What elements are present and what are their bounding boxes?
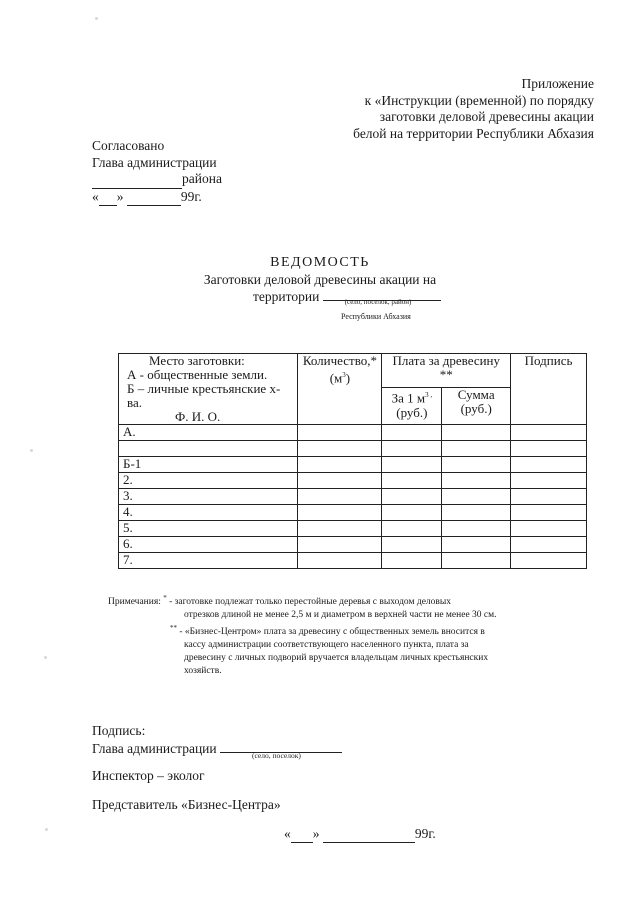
territory-line — [253, 287, 441, 305]
note-2-line: кассу администрации соответствующего населенного пункта, плата за — [184, 640, 469, 651]
republic-caption: Республики Абхазия — [341, 312, 411, 321]
note-1-line: отрезков длиной не менее 2,5 м и диаметром в верхней части не менее 30 см. — [184, 610, 497, 621]
note-2-mark: ** — [170, 624, 177, 633]
cell-quantity — [298, 489, 382, 505]
header-place-line: Место заготовки: — [149, 353, 245, 368]
cell-signature — [511, 441, 587, 457]
cell-signature — [511, 457, 587, 473]
territory-label: территории — [253, 289, 320, 304]
cell-sum — [442, 473, 511, 489]
cell-quantity — [298, 553, 382, 569]
cell-per-m3 — [382, 537, 442, 553]
header-quantity — [298, 354, 382, 425]
appendix-line: Приложение — [521, 76, 594, 91]
header-signature: Подпись — [511, 354, 587, 425]
signature-representative: Представитель «Бизнес-Центра» — [92, 797, 281, 812]
cell-per-m3 — [382, 505, 442, 521]
unit-sup: 3 — [342, 371, 346, 379]
per-m3-sup: 3 , — [425, 391, 433, 400]
per-m3-label — [386, 388, 437, 405]
cell-signature — [511, 537, 587, 553]
cell-signature — [511, 425, 587, 441]
note-2-line: хозяйств. — [184, 666, 222, 677]
table-row — [119, 521, 587, 537]
cell-signature — [511, 553, 587, 569]
cell-sum — [442, 489, 511, 505]
cell-sum — [442, 537, 511, 553]
row-label: 3. — [119, 489, 298, 505]
cell-quantity — [298, 505, 382, 521]
cell-sum — [442, 441, 511, 457]
cell-sum — [442, 521, 511, 537]
cell-sum — [442, 553, 511, 569]
header-place-line: Ф. И. О. — [175, 409, 221, 424]
signature-head-line — [92, 739, 342, 760]
note-2-line: древесину с личных подворий вручается владельцам личных крестьянских — [184, 653, 489, 664]
header-quantity-label: Количество,* — [302, 353, 377, 368]
cell-per-m3 — [382, 489, 442, 505]
approval-date-line — [92, 189, 222, 207]
signature-date-line — [284, 826, 436, 843]
quote-close: » — [116, 188, 124, 204]
per-m3-text: За 1 м — [391, 390, 426, 406]
cell-quantity — [298, 537, 382, 553]
row-label: 6. — [119, 537, 298, 553]
row-label — [119, 441, 298, 457]
day-blank — [291, 826, 313, 843]
approval-agreed: Согласовано — [92, 138, 165, 153]
year-suffix: 99г. — [414, 826, 436, 841]
cell-sum — [442, 425, 511, 441]
row-label: А. — [119, 425, 298, 441]
cell-signature — [511, 505, 587, 521]
row-label: 2. — [119, 473, 298, 489]
quote-close: » — [312, 826, 320, 841]
district-suffix: района — [182, 171, 222, 186]
day-blank — [99, 189, 117, 207]
header-place-line: А - общественные земли. — [127, 367, 268, 382]
approval-block — [92, 138, 222, 206]
appendix-line: заготовки деловой древесины акации — [379, 109, 594, 124]
row-label: 7. — [119, 553, 298, 569]
signature-head: Глава администрации — [92, 741, 217, 756]
appendix-line: белой на территории Республики Абхазия — [353, 125, 594, 141]
header-per-m3 — [382, 388, 442, 425]
quote-open: « — [92, 188, 99, 204]
cell-signature — [511, 489, 587, 505]
territory-hint: (село, поселок, район) — [344, 298, 412, 306]
statement-table — [118, 353, 587, 569]
row-label: 4. — [119, 505, 298, 521]
note-2-line: - «Бизнес-Центром» плата за древесину с общественных земель вносится в — [177, 627, 485, 638]
district-blank — [92, 171, 182, 189]
signature-head-hint: (село, поселок) — [252, 751, 301, 760]
appendix-line: к «Инструкции (временной) по порядку — [364, 92, 594, 108]
table-row — [119, 441, 587, 457]
scan-speck — [95, 17, 98, 20]
quote-open: « — [284, 826, 291, 841]
table-row — [119, 457, 587, 473]
note-1 — [108, 592, 497, 609]
row-label: Б-1 — [119, 457, 298, 473]
cell-per-m3 — [382, 425, 442, 441]
sum-unit: (руб.) — [460, 401, 492, 417]
cell-per-m3 — [382, 457, 442, 473]
note-2 — [108, 622, 497, 639]
cell-sum — [442, 505, 511, 521]
header-place — [119, 354, 298, 425]
table-header-row — [119, 354, 587, 388]
cell-quantity — [298, 457, 382, 473]
header-place-line: Б – личные крестьянские х-ва. — [127, 381, 281, 410]
scan-speck — [30, 449, 33, 452]
table-row — [119, 505, 587, 521]
cell-quantity — [298, 441, 382, 457]
signature-label: Подпись: — [92, 723, 146, 738]
year-suffix: 99г. — [180, 188, 202, 204]
signature-inspector: Инспектор – эколог — [92, 768, 205, 783]
unit-close: ) — [345, 370, 351, 386]
appendix-note — [353, 76, 594, 142]
cell-per-m3 — [382, 473, 442, 489]
cell-quantity — [298, 521, 382, 537]
cell-per-m3 — [382, 553, 442, 569]
scan-speck — [45, 828, 48, 831]
month-blank — [323, 826, 415, 843]
row-label: 5. — [119, 521, 298, 537]
signature-head-blank — [220, 739, 342, 760]
cell-signature — [511, 521, 587, 537]
approval-head: Глава администрации — [92, 154, 217, 170]
table-row — [119, 473, 587, 489]
header-sum — [442, 388, 511, 425]
scan-speck — [44, 656, 47, 659]
table-row — [119, 553, 587, 569]
approval-district-line — [92, 171, 222, 189]
document-subtitle: Заготовки деловой древесины акации на — [203, 272, 437, 287]
document-title: ВЕДОМОСТЬ — [270, 255, 370, 270]
cell-per-m3 — [382, 521, 442, 537]
header-quantity-unit — [302, 368, 377, 385]
header-payment: Плата за древесину ** — [382, 354, 511, 388]
cell-quantity — [298, 425, 382, 441]
table-row — [119, 425, 587, 441]
note-1-mark: * — [163, 594, 167, 602]
cell-per-m3 — [382, 441, 442, 457]
notes-label: Примечания: — [108, 597, 161, 608]
table-row — [119, 537, 587, 553]
per-m3-unit: (руб.) — [396, 404, 428, 420]
cell-signature — [511, 473, 587, 489]
territory-blank — [323, 287, 441, 306]
month-blank — [127, 189, 181, 207]
table-row — [119, 489, 587, 505]
cell-sum — [442, 457, 511, 473]
notes-block — [108, 592, 497, 678]
sum-label: Сумма — [457, 387, 495, 403]
cell-quantity — [298, 473, 382, 489]
unit-text: (м — [329, 370, 343, 386]
note-1-line: - заготовке подлежат только перестойные деревья с выходом деловых — [166, 597, 452, 608]
